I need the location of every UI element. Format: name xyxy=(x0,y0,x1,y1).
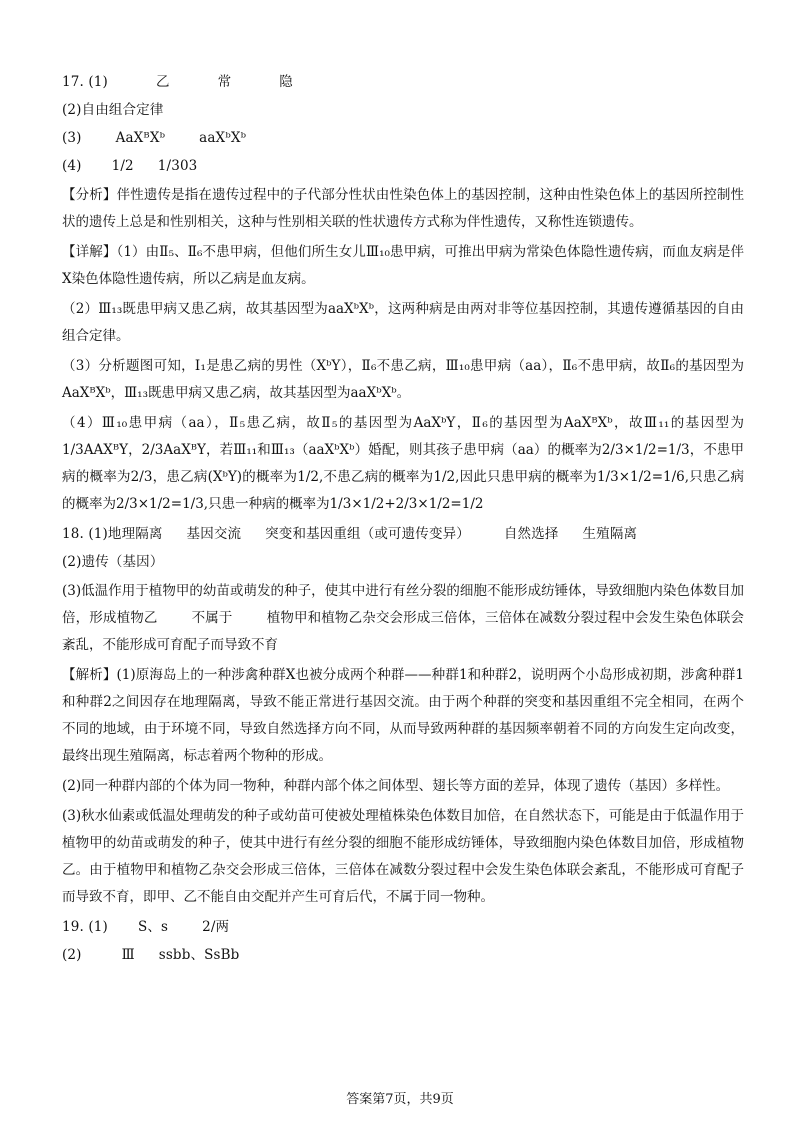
q19-a2-label: (2) xyxy=(62,947,82,963)
q17-a3-v2: aaXᵇXᵇ xyxy=(199,130,247,146)
q17-a4-label: (4) xyxy=(62,158,82,174)
q17-answer-3 xyxy=(62,126,744,151)
q17-a4-v1: 1/2 xyxy=(111,158,134,174)
q17-a3-label: (3) xyxy=(62,130,82,146)
q17-label: 17. (1) xyxy=(62,74,108,90)
q17-detail-4: （4）Ⅲ₁₀患甲病（aa），Ⅱ₅患乙病，故Ⅱ₅的基因型为AaXᵇY，Ⅱ₆的基因型为AaXᴮXᵇ，故Ⅲ₁₁的基因型为1/3AAXᴮY，2/3AaXᴮY，若Ⅲ₁₁和Ⅲ₁₃（aaXᵇXᵇ）婚配，则其孩子患甲病（aa）的概率为2/3×1/2=1/3，不患甲病的概率为2/3，患乙病(XᵇY)的概率为1/2,不患乙病的概率为1/2,因此只患甲病的概率为1/3×1/2=1/6,只患乙病的概率为2/3×1/2=1/3,只患一种病的概率为1/3×1/2+2/3×1/2=1/2 xyxy=(62,415,744,512)
q19-a1-v2: 2/两 xyxy=(202,919,230,935)
q17-a1-v3: 隐 xyxy=(279,74,293,90)
page-footer: 答案第7页，共9页 xyxy=(346,1092,454,1107)
q18-explain-2: (2)同一种群内部的个体为同一物种，种群内部个体之间体型、翅长等方面的差异，体现了遗传（基因）多样性。 xyxy=(62,778,730,794)
q18-explain-3: (3)秋水仙素或低温处理萌发的种子或幼苗可使被处理植株染色体数目加倍，在自然状态下，可能是由于低温作用于植物甲的幼苗或萌发的种子，使其中进行有丝分裂的细胞不能形成纺锤体，导致细胞内染色体数目加倍，形成植物乙。由于植物甲和植物乙杂交会形成三倍体，三倍体在减数分裂过程中会发生染色体联会紊乱，不能形成可育配子而导致不育，即甲、乙不能自由交配并产生可育后代，不属于同一物种。 xyxy=(62,808,744,905)
q18-a3-text: (3)低温作用于植物甲的幼苗或萌发的种子，使其中进行有丝分裂的细胞不能形成纺锤体，导致细胞内染色体数目加倍，形成植物乙 xyxy=(62,583,744,626)
q17-a1-v1: 乙 xyxy=(155,74,170,90)
q18-a3-v1: 不属于 xyxy=(191,610,233,626)
q18-answer-3 xyxy=(62,578,744,659)
q19-a2-v2: ssbb、SsBb xyxy=(158,947,240,963)
q18-label: 18. (1)地理隔离 xyxy=(62,526,163,542)
q19-answer-1 xyxy=(62,915,744,940)
q19-a2-v1: Ⅲ xyxy=(121,947,135,963)
q18-a1-v4: 生殖隔离 xyxy=(582,526,638,542)
q17-detail-3: （3）分析题图可知，Ⅰ₁是患乙病的男性（XᵇY），Ⅱ₆不患乙病，Ⅲ₁₀患甲病（aa），Ⅱ₆不患甲病，故Ⅱ₆的基因型为AaXᴮXᵇ，Ⅲ₁₃既患甲病又患乙病，故其基因型为aaXᵇXᵇ。 xyxy=(62,358,744,401)
q18-a1-v2: 突变和基因重组（或可遗传变异） xyxy=(265,526,470,542)
q17-a1-v2: 常 xyxy=(217,74,232,90)
q18-a1-v1: 基因交流 xyxy=(186,526,242,542)
q19-a1-v1: S、s xyxy=(137,919,169,935)
q18-a1-v3: 自然选择 xyxy=(503,526,559,542)
q17-answer-4 xyxy=(62,154,744,179)
q17-detail-1: 【详解】（1）由Ⅱ₅、Ⅱ₆不患甲病，但他们所生女儿Ⅲ₁₀患甲病，可推出甲病为常染色体隐性遗传病，而血友病是伴X染色体隐性遗传病，所以乙病是血友病。 xyxy=(62,244,744,287)
q19-answer-2 xyxy=(62,943,744,968)
q18-answer-2: (2)遗传（基因） xyxy=(62,554,164,570)
answer-content xyxy=(62,70,744,968)
q19-label: 19. (1) xyxy=(62,919,108,935)
q17-analysis: 【分析】伴性遗传是指在遗传过程中的子代部分性状由性染色体上的基因控制，这种由性染色体上的基因所控制性状的遗传上总是和性别相关，这种与性别相关联的性状遗传方式称为伴性遗传，又称性连锁遗传。 xyxy=(62,187,744,230)
q17-a3-v1: AaXᴮXᵇ xyxy=(115,130,166,146)
q18-a3-v2: 植物甲和植物乙杂交会形成三倍体，三倍体在减数分裂过程中会发生染色体联会紊乱，不能形成可育配子而导致不育 xyxy=(62,610,745,653)
q18-answer-1 xyxy=(62,522,744,547)
q18-explain-1: 【解析】(1)原海岛上的一种涉禽种群X也被分成两个种群——种群1和种群2，说明两个小岛形成初期，涉禽种群1和种群2之间因存在地理隔离，导致不能正常进行基因交流。由于两个种群的突变和基因重组不完全相同，在两个不同的地域，由于环境不同，导致自然选择方向不同，从而导致两种群的基因频率朝着不同的方向发生定向改变，最终出现生殖隔离，标志着两个物种的形成。 xyxy=(62,667,744,764)
q17-answer-2: (2)自由组合定律 xyxy=(62,102,164,118)
q17-detail-2: （2）Ⅲ₁₃既患甲病又患乙病，故其基因型为aaXᵇXᵇ，这两种病是由两对非等位基因控制，其遗传遵循基因的自由组合定律。 xyxy=(62,301,744,344)
q17-answer-1 xyxy=(62,70,744,95)
q17-a4-v2: 1/303 xyxy=(157,158,198,174)
